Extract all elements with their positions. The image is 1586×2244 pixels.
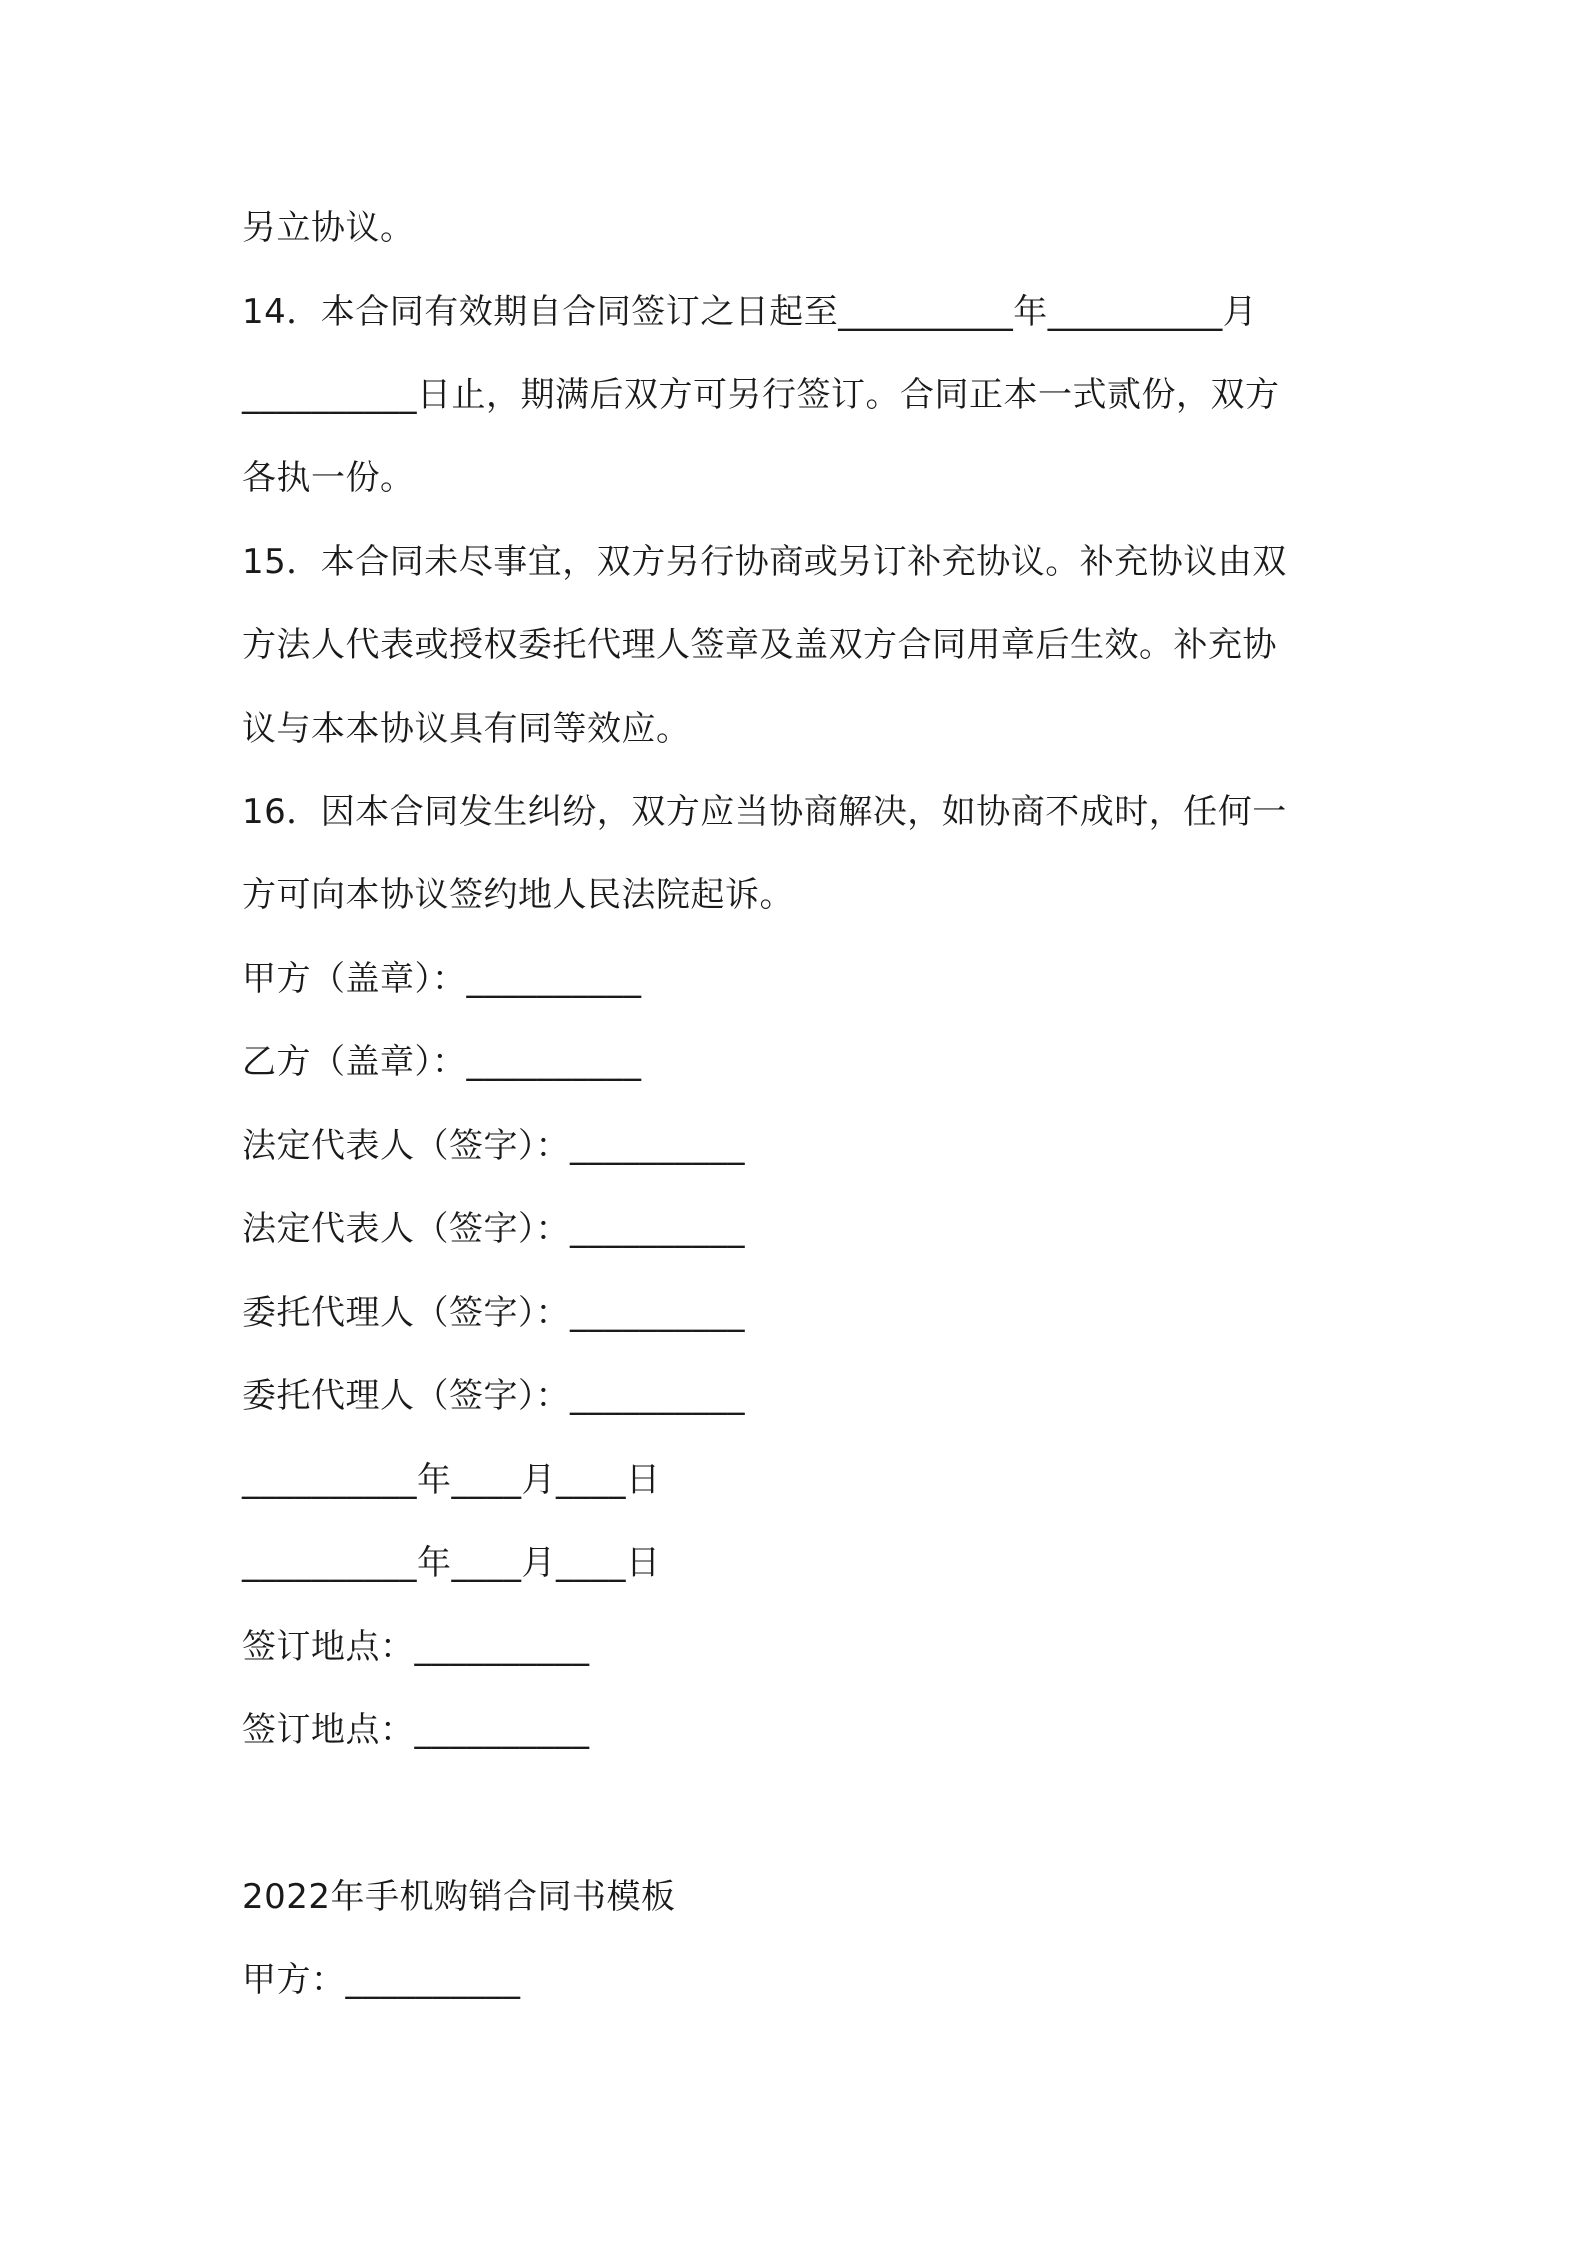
agent-signature-field-a: 委托代理人（签字）：__________ (242, 1293, 745, 1333)
clause-15-line-3: 议与本本协议具有同等效应。 (242, 709, 691, 749)
legal-rep-signature-field-a: 法定代表人（签字）：__________ (242, 1126, 745, 1166)
next-contract-title: 2022年手机购销合同书模板 (242, 1877, 676, 1917)
party-b-seal-field: 乙方（盖章）：__________ (242, 1042, 642, 1082)
clause-14-line-2: __________日止，期满后双方可另行签订。合同正本一式贰份，双方 (242, 375, 1280, 415)
clause-15-line-2: 方法人代表或授权委托代理人签章及盖双方合同用章后生效。补充协 (242, 625, 1277, 665)
legal-rep-signature-field-b: 法定代表人（签字）：__________ (242, 1209, 745, 1249)
clause-16-line-2: 方可向本协议签约地人民法院起诉。 (242, 875, 794, 915)
date-field-b: __________年____月____日 (242, 1543, 661, 1583)
signing-place-field-b: 签订地点：__________ (242, 1710, 590, 1750)
clause-15-line-1: 15．本合同未尽事宜，双方另行协商或另订补充协议。补充协议由双 (242, 542, 1287, 582)
clause-14-line-1: 14．本合同有效期自合同签订之日起至__________年__________月 (242, 292, 1258, 332)
clause-16-line-1: 16．因本合同发生纠纷，双方应当协商解决，如协商不成时，任何一 (242, 792, 1287, 832)
agent-signature-field-b: 委托代理人（签字）：__________ (242, 1376, 745, 1416)
next-contract-party-a-field: 甲方：__________ (242, 1960, 521, 2000)
party-a-seal-field: 甲方（盖章）：__________ (242, 959, 642, 999)
date-field-a: __________年____月____日 (242, 1460, 661, 1500)
clause-14-line-3: 各执一份。 (242, 458, 415, 498)
clause-13-end: 另立协议。 (242, 208, 415, 248)
signing-place-field-a: 签订地点：__________ (242, 1627, 590, 1667)
